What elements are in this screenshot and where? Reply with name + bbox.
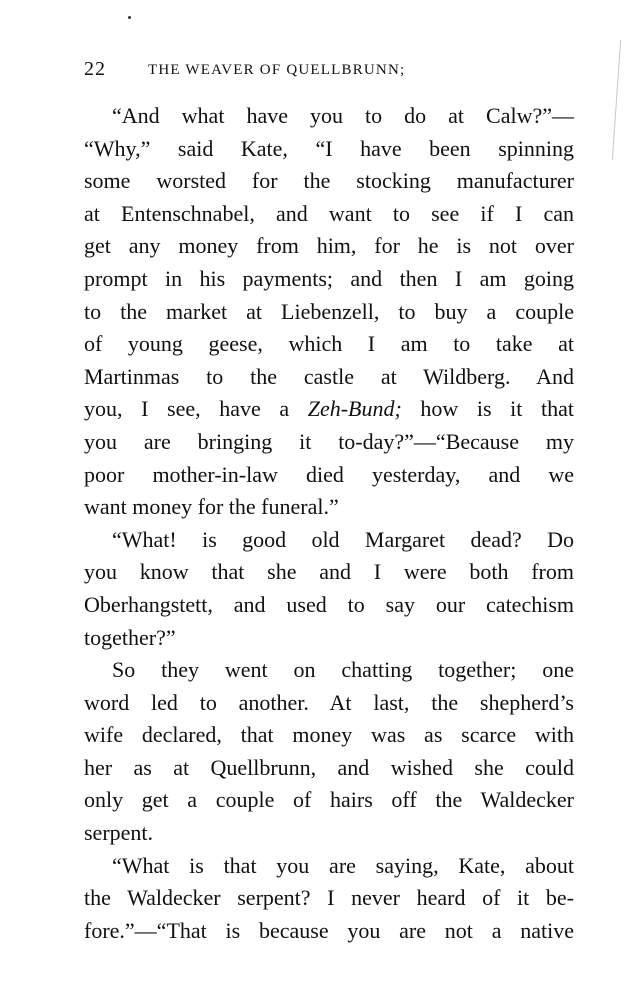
text-line: you are bringing it to-day?”—“Because my [84, 428, 574, 454]
page-number: 22 [84, 58, 106, 80]
text-line: word led to another. At last, the shepherd’s [84, 689, 574, 715]
page-header [84, 58, 584, 88]
text-line: fore.”—“That is because you are not a native [84, 917, 574, 943]
text-line: “And what have you to do at Calw?”— [112, 103, 574, 128]
body-text [84, 100, 574, 947]
page-edge-mark [612, 40, 621, 160]
ink-speck [128, 16, 131, 19]
text-line: of young geese, which I am to take at [84, 331, 574, 357]
text-line: serpent. [84, 820, 154, 846]
text-line: Oberhangstett, and used to say our catechism [84, 591, 574, 617]
text-line: Martinmas to the castle at Wildberg. And [84, 363, 574, 389]
text-segment: you, I see, have a [84, 396, 308, 422]
text-line: wife declared, that money was as scarce with [84, 722, 574, 748]
text-line: “Why,” said Kate, “I have been spinning [84, 135, 574, 161]
text-line: “What! is good old Margaret dead? Do [112, 526, 574, 552]
text-segment: how is it that [401, 396, 574, 422]
text-line: the Waldecker serpent? I never heard of it be- [84, 885, 574, 911]
text-line: get any money from him, for he is not over [84, 233, 574, 259]
text-line: at Entenschnabel, and want to see if I can [84, 200, 574, 226]
italic-term: Zeh-Bund; [307, 396, 402, 422]
running-title: THE WEAVER OF QUELLBRUNN; [148, 62, 406, 78]
text-line-with-italic [84, 393, 574, 426]
text-line: “What is that you are saying, Kate, about [112, 852, 574, 878]
text-line: only get a couple of hairs off the Waldecker [84, 787, 574, 813]
text-line: So they went on chatting together; one [112, 657, 574, 683]
text-line: some worsted for the stocking manufacturer [84, 168, 574, 194]
text-line: poor mother-in-law died yesterday, and we [84, 461, 574, 487]
text-line: you know that she and I were both from [84, 559, 574, 585]
text-line: her as at Quellbrunn, and wished she could [84, 754, 574, 780]
text-line: prompt in his payments; and then I am going [84, 265, 574, 291]
text-line: want money for the funeral.” [84, 494, 339, 520]
text-line: to the market at Liebenzell, to buy a couple [84, 298, 574, 324]
text-line: together?” [84, 624, 176, 650]
